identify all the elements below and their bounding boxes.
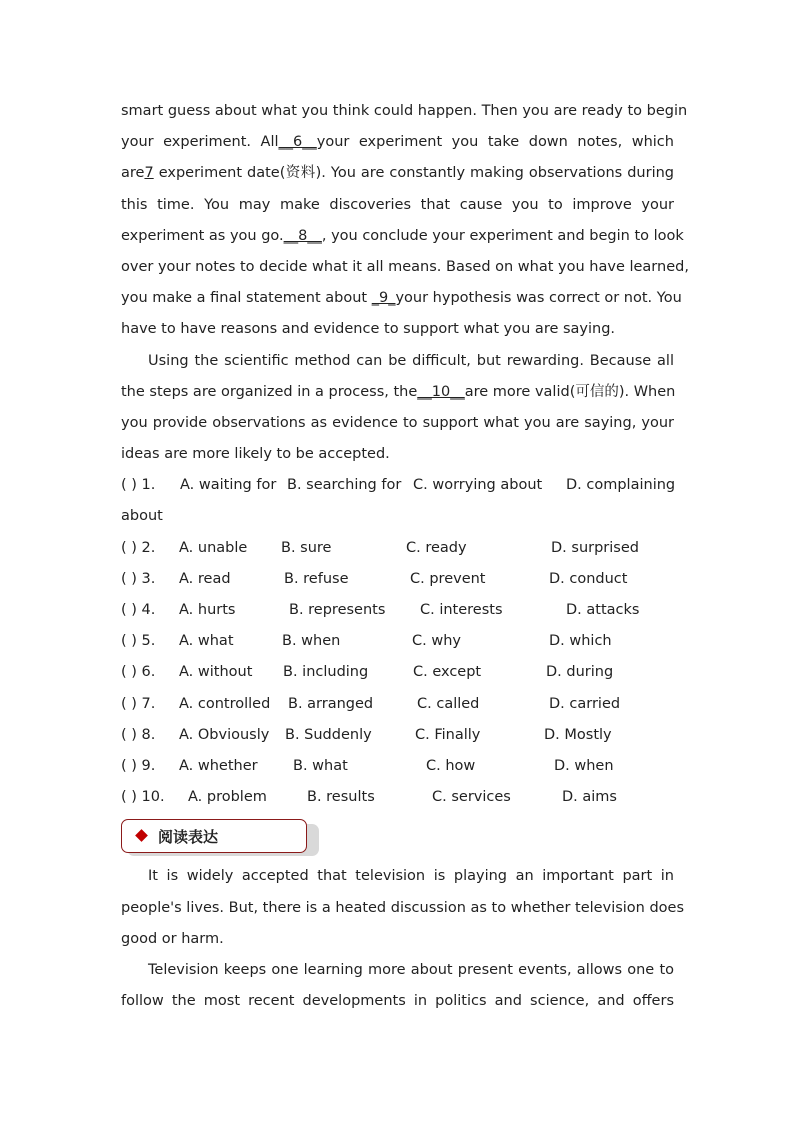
text-line	[121, 221, 684, 252]
question-row	[121, 533, 674, 564]
option-d: D. surprised	[551, 539, 639, 556]
option-d: D. when	[554, 757, 614, 774]
option-c: C. services	[432, 789, 511, 806]
text-segment: your experiment you take down notes, which	[316, 134, 674, 151]
option-b: B. results	[307, 789, 375, 806]
question-number: ( ) 10.	[121, 789, 165, 806]
option-a: A. whether	[179, 757, 258, 774]
question-row	[121, 782, 674, 813]
option-a: A. waiting for	[180, 477, 277, 494]
text-line: smart guess about what you think could happen. Then you are ready to begin	[121, 103, 688, 119]
text-line	[121, 158, 674, 189]
question-number: ( ) 9.	[121, 757, 156, 774]
text-line: good or harm.	[121, 930, 224, 947]
option-b: B. searching for	[287, 477, 402, 494]
option-c: C. worrying about	[413, 477, 543, 494]
question-number: ( ) 2.	[121, 539, 156, 556]
text-line: follow the most recent developments in politics and science, and offers	[121, 993, 674, 1010]
text-line: Television keeps one learning more about present events, allows one to	[148, 961, 674, 978]
question-number: ( ) 1.	[121, 477, 156, 494]
question-number: ( ) 6.	[121, 664, 156, 681]
diamond-icon	[135, 829, 148, 842]
question-row	[121, 751, 674, 782]
option-b: B. including	[283, 664, 369, 681]
option-b: B. represents	[289, 602, 386, 618]
option-c: C. why	[412, 633, 461, 650]
question-row	[121, 595, 674, 626]
option-d: D. conduct	[549, 570, 628, 587]
document-content	[121, 96, 689, 1017]
option-a: A. unable	[179, 539, 248, 556]
option-d: D. attacks	[566, 602, 640, 618]
option-c: C. prevent	[410, 570, 486, 587]
blank-10: __10__	[417, 383, 465, 400]
option-d: D. Mostly	[544, 726, 612, 743]
option-a: A. Obviously	[179, 726, 270, 743]
text-segment: your experiment. All	[121, 134, 279, 151]
option-b: B. sure	[281, 539, 332, 556]
option-d: D. aims	[562, 789, 617, 806]
option-d: D. complaining	[566, 477, 676, 494]
question-number: ( ) 7.	[121, 695, 156, 712]
option-a: A. problem	[188, 789, 267, 806]
text-segment: you make a final statement about	[121, 290, 368, 307]
text-segment: experiment date(资料). You are constantly making observations during	[158, 165, 675, 182]
question-number: ( ) 8.	[121, 726, 156, 743]
blank-6: __6__	[278, 134, 317, 151]
text-line: have to have reasons and evidence to support what you are saying.	[121, 321, 616, 338]
option-c: C. interests	[420, 602, 503, 618]
question-wrap: about	[121, 508, 163, 525]
option-d: D. which	[549, 633, 612, 650]
option-b: B. what	[293, 757, 348, 774]
text-line: you provide observations as evidence to support what you are saying, your	[121, 414, 674, 431]
option-b: B. arranged	[288, 695, 374, 712]
text-line: It is widely accepted that television is playing an important part in	[148, 868, 674, 885]
option-d: D. carried	[549, 695, 621, 712]
option-c: C. how	[426, 757, 476, 774]
option-a: A. what	[179, 633, 234, 650]
text-line	[121, 283, 682, 314]
option-b: B. when	[282, 633, 341, 650]
option-c: C. called	[417, 695, 480, 712]
question-number: ( ) 3.	[121, 570, 156, 587]
option-c: C. except	[413, 664, 482, 681]
text-segment: experiment as you go.	[121, 227, 284, 244]
question-number: ( ) 4.	[121, 602, 156, 618]
text-line: people's lives. But, there is a heated discussion as to whether television does	[121, 899, 685, 916]
blank-8: __8__	[283, 227, 322, 244]
option-a: A. read	[179, 570, 231, 587]
text-line	[121, 377, 674, 408]
text-line: ideas are more likely to be accepted.	[121, 446, 390, 463]
question-row	[121, 564, 674, 595]
text-line: this time. You may make discoveries that cause you to improve your	[121, 196, 674, 213]
question-number: ( ) 5.	[121, 633, 156, 650]
header-frame	[121, 819, 307, 853]
option-a: A. controlled	[179, 695, 271, 712]
text-segment: your hypothesis was correct or not. You	[395, 290, 682, 307]
blank-9: _9_	[371, 290, 396, 307]
option-a: A. without	[179, 664, 253, 681]
option-c: C. Finally	[415, 726, 481, 743]
question-row	[121, 720, 674, 751]
text-line	[121, 127, 674, 158]
question-row	[121, 657, 674, 688]
section-header	[121, 819, 307, 853]
question-row	[121, 626, 674, 657]
option-b: B. Suddenly	[285, 726, 372, 743]
text-segment: , you conclude your experiment and begin to look	[321, 227, 684, 244]
section-title: 阅读表达	[158, 828, 219, 847]
option-d: D. during	[546, 664, 614, 681]
text-segment: the steps are organized in a process, the	[121, 383, 418, 400]
text-segment: are	[121, 165, 145, 182]
question-row	[121, 470, 674, 501]
option-a: A. hurts	[179, 602, 236, 618]
option-c: C. ready	[406, 539, 467, 556]
blank-7: 7	[144, 165, 154, 182]
text-segment: are more valid(可信的). When	[464, 383, 676, 400]
question-row	[121, 689, 674, 720]
text-line: Using the scientific method can be difficult, but rewarding. Because all	[148, 352, 674, 369]
text-line: over your notes to decide what it all means. Based on what you have learned,	[121, 258, 689, 275]
option-b: B. refuse	[284, 570, 349, 587]
